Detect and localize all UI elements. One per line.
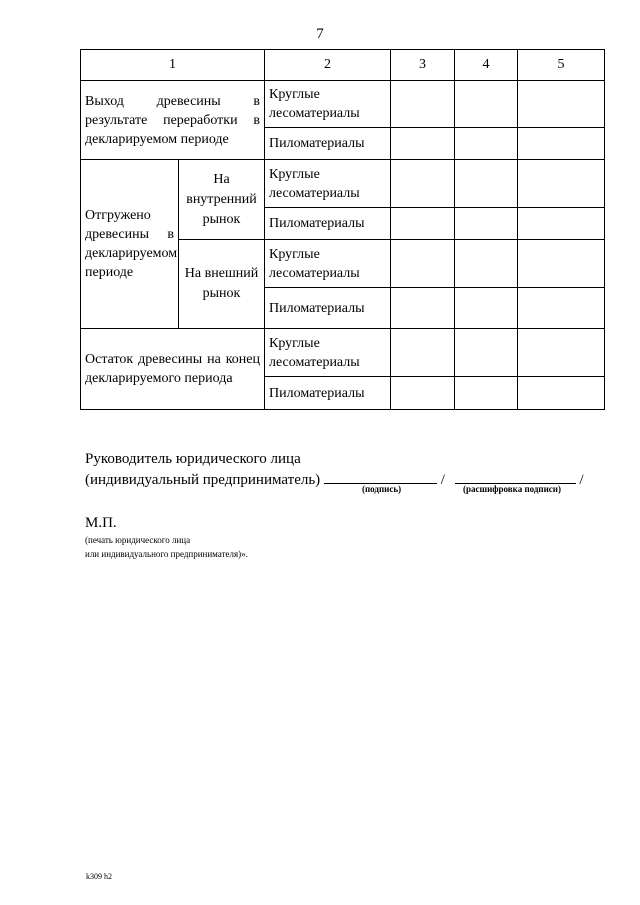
table-row xyxy=(81,81,605,128)
stamp-note xyxy=(85,533,248,561)
signature-title-line1: Руководитель юридического лица xyxy=(85,451,301,467)
table-cell xyxy=(455,128,518,160)
declaration-table xyxy=(80,49,605,410)
table-row xyxy=(81,329,605,377)
footer-code: k309 h2 xyxy=(86,872,112,881)
table-cell xyxy=(455,160,518,208)
table-cell xyxy=(518,377,605,410)
table-cell xyxy=(391,329,455,377)
table-cell xyxy=(518,208,605,240)
table-cell xyxy=(455,288,518,329)
sawn-timber-label: Пиломатериалы xyxy=(265,208,391,240)
foreign-market-label: На внешний рынок xyxy=(179,240,265,329)
table-cell xyxy=(518,240,605,288)
header-row xyxy=(81,50,605,81)
table-cell xyxy=(518,81,605,128)
table-cell xyxy=(391,128,455,160)
domestic-market-label: На внутренний рынок xyxy=(179,160,265,240)
column-header-3: 3 xyxy=(391,50,455,81)
round-timber-label: Круглые лесоматериалы xyxy=(265,329,391,377)
table-cell xyxy=(455,329,518,377)
column-header-1: 1 xyxy=(81,50,265,81)
table-cell xyxy=(391,81,455,128)
table-cell xyxy=(455,377,518,410)
signature-title-line2: (индивидуальный предприниматель) xyxy=(85,472,321,488)
table-cell xyxy=(391,377,455,410)
round-timber-label: Круглые лесоматериалы xyxy=(265,81,391,128)
table-cell xyxy=(518,160,605,208)
column-header-2: 2 xyxy=(265,50,391,81)
table-cell xyxy=(518,128,605,160)
sawn-timber-label: Пиломатериалы xyxy=(265,128,391,160)
table-cell xyxy=(391,240,455,288)
table-cell xyxy=(391,208,455,240)
signature-caption: (подпись) xyxy=(362,484,402,494)
page-number: 7 xyxy=(316,26,324,42)
sawn-timber-label: Пиломатериалы xyxy=(265,288,391,329)
table-cell xyxy=(518,288,605,329)
remainder-label: Остаток древесины на конец декларируемого периода xyxy=(81,329,265,410)
stamp-note-line1: (печать юридического лица xyxy=(85,535,191,545)
output-label: Выход древесины в результате переработки в декларируемом периоде xyxy=(81,81,265,160)
table-cell xyxy=(455,240,518,288)
table-cell xyxy=(391,160,455,208)
signature-slash-end: / xyxy=(579,472,584,488)
stamp-label: М.П. xyxy=(85,515,117,531)
table-row xyxy=(81,160,605,208)
column-header-5: 5 xyxy=(518,50,605,81)
decoding-caption: (расшифровка подписи) xyxy=(463,484,561,494)
table-cell xyxy=(518,329,605,377)
stamp-note-line2: или индивидуального предпринимателя)». xyxy=(85,549,248,559)
table-cell xyxy=(455,208,518,240)
round-timber-label: Круглые лесоматериалы xyxy=(265,160,391,208)
table-cell xyxy=(455,81,518,128)
column-header-4: 4 xyxy=(455,50,518,81)
sawn-timber-label: Пиломатериалы xyxy=(265,377,391,410)
table-cell xyxy=(391,288,455,329)
shipped-label: Отгружено древесины в декларируемом периоде xyxy=(81,160,179,329)
signature-slash: / xyxy=(440,472,445,488)
round-timber-label: Круглые лесоматериалы xyxy=(265,240,391,288)
